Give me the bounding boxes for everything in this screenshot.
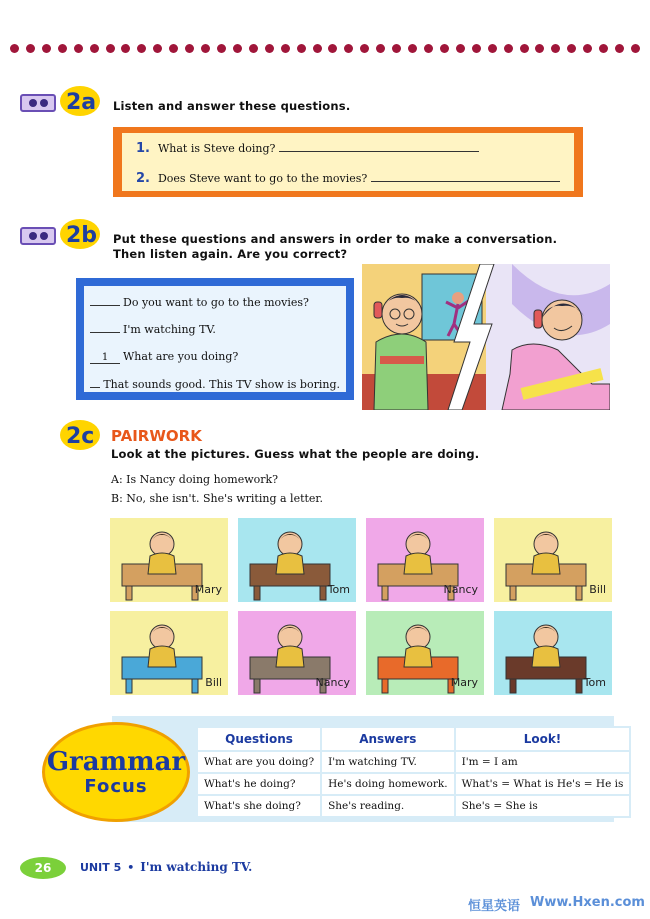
picture-tile [366, 518, 484, 602]
student-name: Nancy [315, 676, 350, 689]
instruction-line: Then listen again. Are you correct? [113, 247, 348, 261]
grammar-row [197, 751, 630, 773]
section-2b-instruction [113, 232, 557, 262]
questions-inner [122, 133, 574, 191]
unit-label: UNIT 5 [80, 861, 122, 874]
question-1 [136, 141, 560, 156]
student-name: Nancy [443, 583, 478, 596]
phone-call-illustration [362, 264, 610, 410]
section-2a-label: 2a [66, 90, 97, 115]
answer-line[interactable] [371, 181, 560, 182]
student-name: Bill [205, 676, 222, 689]
question-text: What is Steve doing? [157, 142, 276, 155]
order-blank[interactable] [90, 305, 120, 306]
conversation-text: What are you doing? [123, 350, 239, 363]
watermark [468, 895, 645, 914]
grammar-cell: What's he doing? [197, 773, 321, 795]
watermark-cn: 恒星英语 [468, 899, 521, 914]
section-number-2c [66, 424, 94, 449]
answer-line[interactable] [279, 151, 479, 152]
order-blank[interactable] [90, 387, 100, 388]
conversation-text: Do you want to go to the movies? [123, 296, 309, 309]
conversation-inner [84, 286, 346, 392]
grammar-title: Grammar [46, 746, 186, 777]
page-number: 26 [34, 861, 52, 875]
picture-tile [238, 611, 356, 695]
conversation-line [90, 323, 340, 336]
section-number-2b [66, 223, 97, 248]
conversation-text: That sounds good. This TV show is boring. [103, 378, 340, 391]
grammar-focus-badge [42, 722, 190, 822]
student-name: Tom [327, 583, 350, 596]
order-blank[interactable]: 1 [90, 352, 120, 364]
focus-title: Focus [84, 775, 148, 797]
grammar-header-row [197, 727, 630, 751]
section-2b-label: 2b [66, 223, 98, 248]
bullet: • [127, 861, 135, 874]
grammar-cell: She's reading. [321, 795, 455, 817]
header-look: Look! [455, 727, 631, 751]
page-number-badge [20, 857, 66, 879]
conversation-text: I'm watching TV. [123, 323, 216, 336]
question-2 [136, 171, 560, 186]
grammar-row [197, 773, 630, 795]
student-name: Mary [450, 676, 478, 689]
question-text: Does Steve want to go to the movies? [157, 172, 368, 185]
conversation-line [90, 296, 340, 309]
dialog-line: A: Is Nancy doing homework? [111, 473, 279, 486]
question-number: 2. [136, 171, 150, 186]
header-questions: Questions [197, 727, 321, 751]
student-name: Bill [589, 583, 606, 596]
grammar-cell: He's doing homework. [321, 773, 455, 795]
picture-tile [110, 518, 228, 602]
grammar-row [197, 795, 630, 817]
section-2c-instruction: Look at the pictures. Guess what the people are doing. [111, 447, 480, 461]
cassette-icon [20, 227, 56, 245]
picture-tile [366, 611, 484, 695]
grammar-table [196, 726, 631, 818]
dialog-line: B: No, she isn't. She's writing a letter. [111, 492, 323, 505]
grammar-cell: What's she doing? [197, 795, 321, 817]
dotted-border [10, 44, 640, 56]
grammar-cell: She's = She is [455, 795, 631, 817]
section-2c-label: 2c [66, 424, 95, 449]
student-name: Mary [194, 583, 222, 596]
section-2a-instruction: Listen and answer these questions. [113, 99, 351, 113]
picture-tile [110, 611, 228, 695]
grammar-cell: I'm = I am [455, 751, 631, 773]
conversation-box [76, 278, 354, 400]
picture-tile [494, 518, 612, 602]
cassette-icon [20, 94, 56, 112]
question-number: 1. [136, 141, 150, 156]
order-blank[interactable] [90, 332, 120, 333]
instruction-line: Put these questions and answers in order to make a conversation. [113, 232, 558, 246]
watermark-url: Www.Hxen.com [530, 895, 645, 910]
student-name: Tom [583, 676, 606, 689]
pairwork-title: PAIRWORK [111, 427, 202, 445]
example-dialog [111, 470, 323, 508]
grammar-cell: I'm watching TV. [321, 751, 455, 773]
footer-title [80, 860, 252, 874]
header-answers: Answers [321, 727, 455, 751]
unit-title: I'm watching TV. [140, 860, 253, 874]
grammar-cell: What's = What is He's = He is [455, 773, 631, 795]
picture-tile [238, 518, 356, 602]
questions-box [113, 127, 583, 197]
grammar-cell: What are you doing? [197, 751, 321, 773]
conversation-line [90, 378, 340, 391]
conversation-line [90, 350, 340, 364]
section-number-2a [66, 90, 96, 115]
picture-tile [494, 611, 612, 695]
